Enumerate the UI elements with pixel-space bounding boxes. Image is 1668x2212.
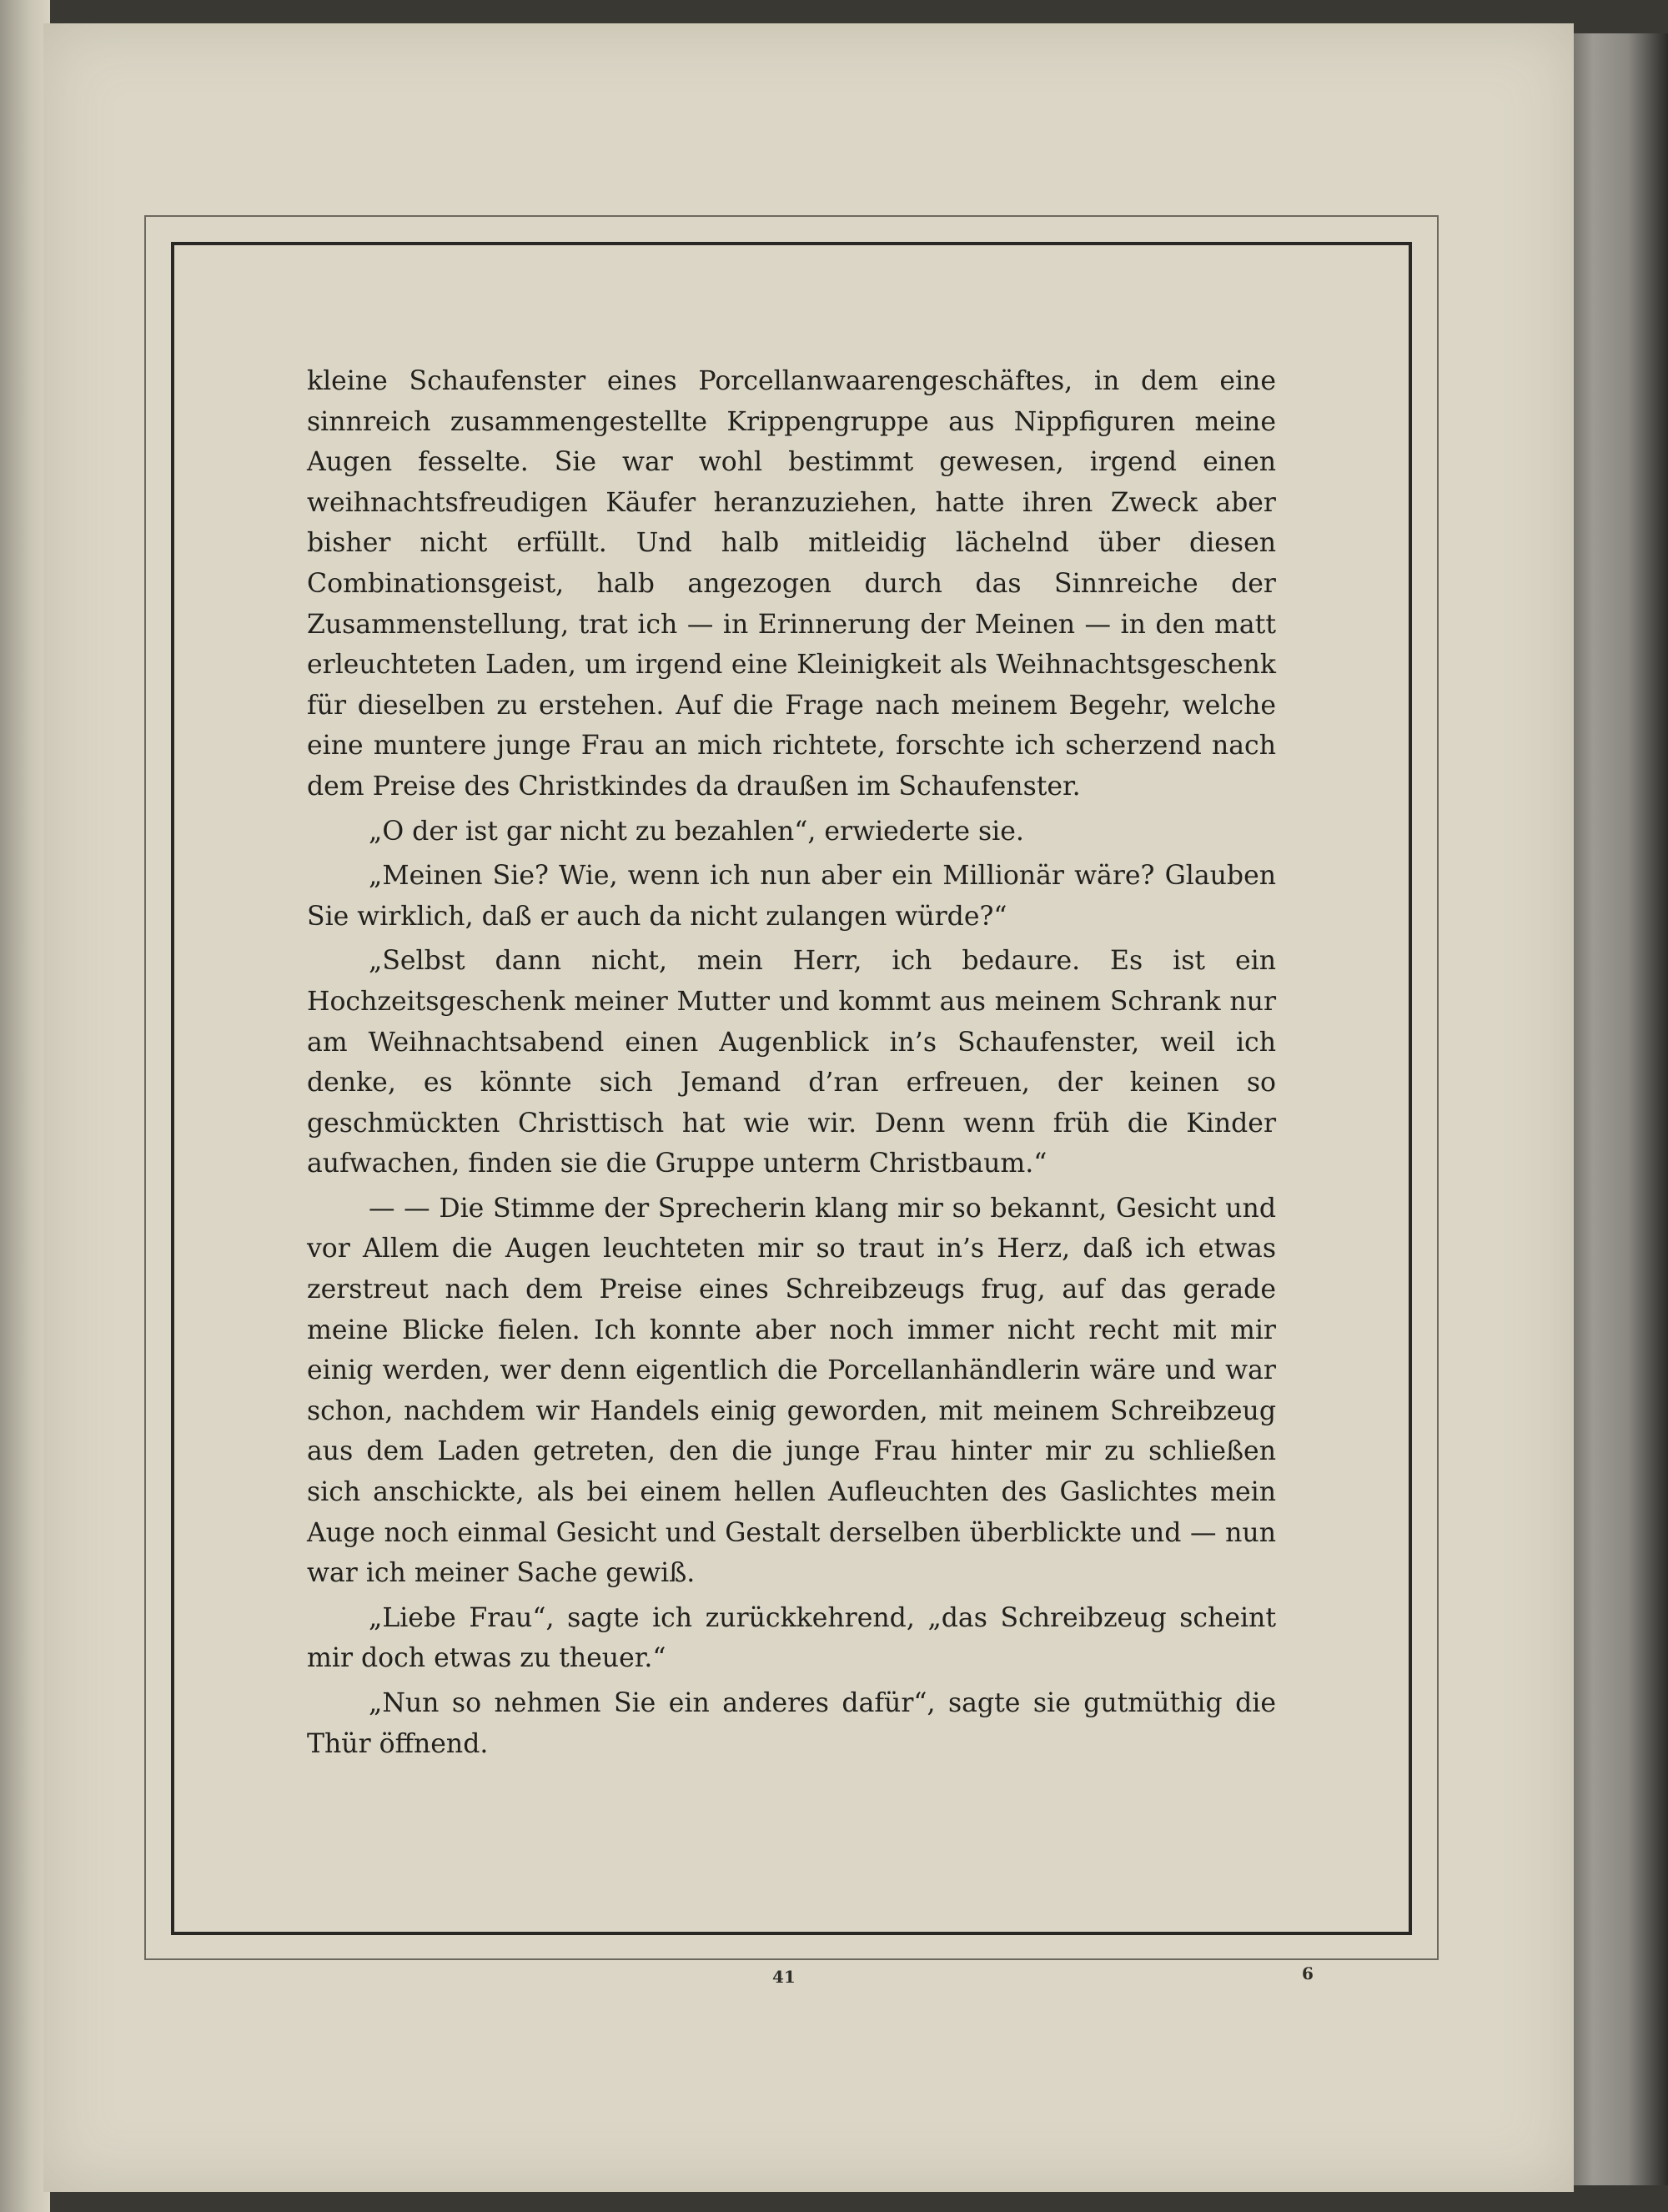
paragraph-2: „O der ist gar nicht zu bezahlen“, erwiederte sie. (369, 816, 1024, 847)
paragraph-6: „Liebe Frau“, sagte ich zurückkehrend, „das Schreibzeug scheint mir doch etwas zu theuer.“ (307, 1602, 1276, 1674)
paragraph-7: „Nun so nehmen Sie ein anderes dafür“, sagte sie gutmüthig die Thür öffnend. (307, 1688, 1276, 1759)
body-text (307, 361, 1276, 1768)
paragraph-1: kleine Schaufenster eines Porcellanwaarengeschäftes, in dem eine sinnreich zusammengestellte Krippengruppe aus Nippfiguren meine Augen fesselte. Sie war wohl bestimmt gewesen, irgend einen weihnachtsfreudigen Käufer heranzuziehen, hatte ihren Zweck aber bisher nicht erfüllt. Und halb mitleidig lächelnd über diesen Combinationsgeist, halb angezogen durch das Sinnreiche der Zusammenstellung, trat ich — in Erinnerung der Meinen — in den matt erleuchteten Laden, um irgend eine Kleinigkeit als Weihnachtsgeschenk für dieselben zu erstehen. Auf die Frage nach meinem Begehr, welche eine muntere junge Frau an mich richtete, forschte ich scherzend nach dem Preise des Christkindes da draußen im Schaufenster. (307, 366, 1276, 802)
book-binding-left (0, 0, 50, 2212)
book-cover-edge (1568, 33, 1668, 2185)
signature-mark: 6 (1302, 1963, 1314, 1983)
paragraph-3: „Meinen Sie? Wie, wenn ich nun aber ein Millionär wäre? Glauben Sie wirklich, daß er auch da nicht zulangen würde?“ (307, 861, 1276, 932)
paragraph-5: — — Die Stimme der Sprecherin klang mir so bekannt, Gesicht und vor Allem die Augen leuchteten mir so traut in’s Herz, daß ich etwas zerstreut nach dem Preise eines Schreibzeugs frug, auf das gerade meine Blicke fielen. Ich konnte aber noch immer nicht recht mit mir einig werden, wer denn eigentlich die Porcellanhändlerin wäre und war schon, nachdem wir Handels einig geworden, mit meinem Schreibzeug aus dem Laden getreten, den die junge Frau hinter mir zu schließen sich anschickte, als bei einem hellen Aufleuchten des Gaslichtes mein Auge noch einmal Gesicht und Gestalt derselben überblickte und — nun war ich meiner Sache gewiß. (307, 1193, 1276, 1589)
page-number: 41 (772, 1967, 796, 1987)
paragraph-4: „Selbst dann nicht, mein Herr, ich bedaure. Es ist ein Hochzeitsgeschenk meiner Mutter und kommt aus meinem Schrank nur am Weihnachtsabend einen Augenblick in’s Schaufenster, weil ich denke, es könnte sich Jemand d’ran erfreuen, der keinen so geschmückten Christtisch hat wie wir. Denn wenn früh die Kinder aufwachen, finden sie die Gruppe unterm Christbaum.“ (307, 946, 1276, 1179)
